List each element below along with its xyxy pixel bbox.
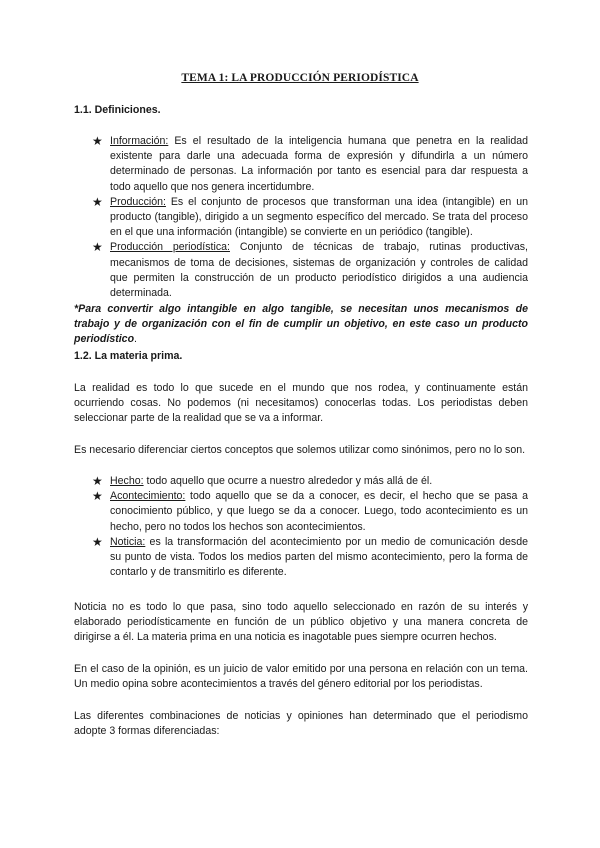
list-item (74, 134, 528, 195)
term-label: Información: (110, 135, 169, 147)
definitions-list-container (74, 134, 528, 301)
term-definition: todo aquello que ocurre a nuestro alrededor y más allá de él. (143, 475, 433, 487)
intangible-note (74, 302, 528, 348)
term-definition: Conjunto de técnicas de trabajo, rutinas productivas, mecanismos de toma de decisiones, sistemas de organización y controles de calidad que permiten la construcción de un producto periodístico dirigidos a una audiencia determinada. (110, 241, 528, 300)
list-item (74, 195, 528, 241)
star-icon: ★ (92, 534, 103, 549)
term-label: Hecho: (110, 475, 144, 487)
term-label: Producción periodística: (110, 241, 230, 254)
term-definition: Es el conjunto de procesos que transforman una idea (intangible) en un producto (tangible), dirigido a un segmento específico del mercado. Se trata del proceso en el que una información (intangible) se convierte en un periódico (tangible). (110, 195, 528, 239)
paragraph: La realidad es todo lo que sucede en el mundo que nos rodea, y continuamente están ocurriendo cosas. No podemos (ni necesitamos) conocerlas todas. Los periodistas deben seleccionar parte de la realidad que se va a informar. (74, 382, 528, 425)
paragraph: En el caso de la opinión, es un juicio de valor emitido por una persona en relación con un tema. Un medio opina sobre acontecimientos a través del género editorial por los periodistas. (74, 663, 528, 691)
note-end: . (134, 333, 137, 346)
note-text: *Para convertir algo intangible en algo tangible, se necesitan unos mecanismos de trabajo y de organización con el fin de cumplir un objetivo, en este caso un producto periodístico (74, 303, 528, 346)
term-definition: es la transformación del acontecimiento por un medio de comunicación desde su punto de vista. Todos los medios parten del mismo acontecimiento, pero la forma de contarlo y de transmitirlo es diferente. (110, 535, 528, 579)
term-definition: todo aquello que se da a conocer, es decir, el hecho que se pasa a conocimiento público, y que luego se da a conocer. Luego, todo acontecimiento es un hecho, pero no todos los hechos son acontecimientos. (110, 490, 528, 533)
paragraph: Noticia no es todo lo que pasa, sino todo aquello seleccionado en razón de su interés y elaborado periodísticamente en función de un público objetivo y una manera concreta de dirigirse a él. La materia prima en una noticia es inagotable pues siempre ocurren hechos. (74, 601, 528, 644)
star-icon: ★ (92, 474, 103, 488)
star-icon: ★ (92, 194, 103, 209)
document-title: TEMA 1: LA PRODUCCIÓN PERIODÍSTICA (181, 72, 419, 84)
list-item (74, 489, 528, 535)
star-icon: ★ (92, 489, 103, 504)
concepts-list (74, 474, 528, 580)
term-label: Noticia: (110, 535, 146, 548)
section-heading-definiciones: 1.1. Definiciones. (74, 104, 161, 116)
list-item (74, 474, 528, 489)
term-definition: Es el resultado de la inteligencia humana que penetra en la realidad existente para darle una adecuada forma de expresión y difundirla a un número determinado de personas. La información por tanto es esencial para dar respuesta a todo aquello que nos genera incertidumbre. (110, 135, 528, 193)
star-icon: ★ (92, 134, 103, 148)
paragraph: Es necesario diferenciar ciertos conceptos que solemos utilizar como sinónimos, pero no lo son. (74, 444, 526, 456)
definitions-list (74, 134, 528, 301)
star-icon: ★ (92, 240, 103, 255)
section-heading-materia-prima: 1.2. La materia prima. (74, 350, 183, 362)
paragraph: Las diferentes combinaciones de noticias y opiniones han determinado que el periodismo adopte 3 formas diferenciadas: (74, 710, 528, 738)
term-label: Producción: (110, 195, 166, 208)
list-item (74, 240, 528, 301)
concepts-list-container (74, 474, 528, 580)
list-item (74, 535, 528, 581)
term-label: Acontecimiento: (110, 490, 186, 503)
